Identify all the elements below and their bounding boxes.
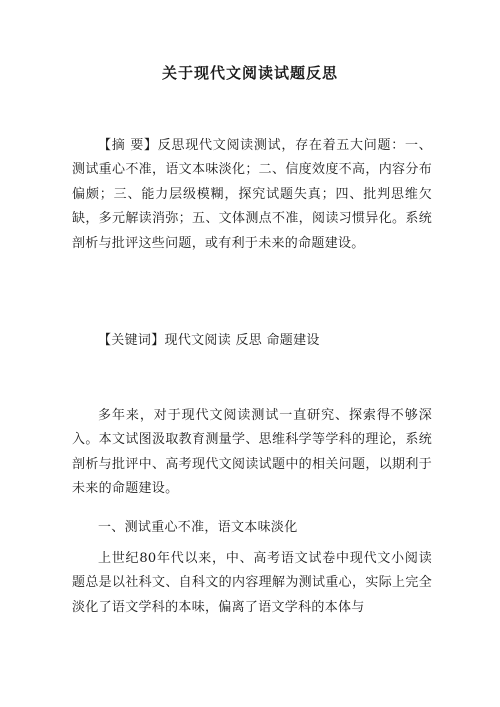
keywords-line [98, 329, 458, 353]
document-title: 关于现代文阅读试题反思 [161, 64, 338, 82]
abstract-paragraph [72, 134, 432, 256]
keywords-label: 【关键词】 [98, 333, 165, 348]
intro-paragraph: 多年来，对于现代文阅读测试一直研究、探索得不够深入。本文试图汲取教育测量学、思维科学等学科的理论，系统剖析与批评中、高考现代文阅读试题中的相关问题，以期利于未来的命题建设。 [72, 408, 432, 497]
abstract-text: 反思现代文阅读测试，存在着五大问题：一、测试重心不准，语文本味淡化；二、信度效度不高，内容分布偏颇；三、能力层级模糊，探究试题失真；四、批判思维欠缺，多元解读消弥；五、文体测点不准，阅读习惯异化。系统剖析与批评这些问题，或有利于未来的命题建设。 [72, 138, 432, 251]
section-heading: 一、测试重心不准，语文本味淡化 [98, 520, 298, 535]
abstract-label: 【摘 要】 [98, 138, 158, 153]
keywords-text: 现代文阅读 反思 命题建设 [164, 333, 320, 348]
section-paragraph: 上世纪80年代以来，中、高考语文试卷中现代文小阅读题总是以社科文、自科文的内容理解为测试重心，实际上完全淡化了语文学科的本味，偏离了语文学科的本体与 [72, 551, 432, 615]
